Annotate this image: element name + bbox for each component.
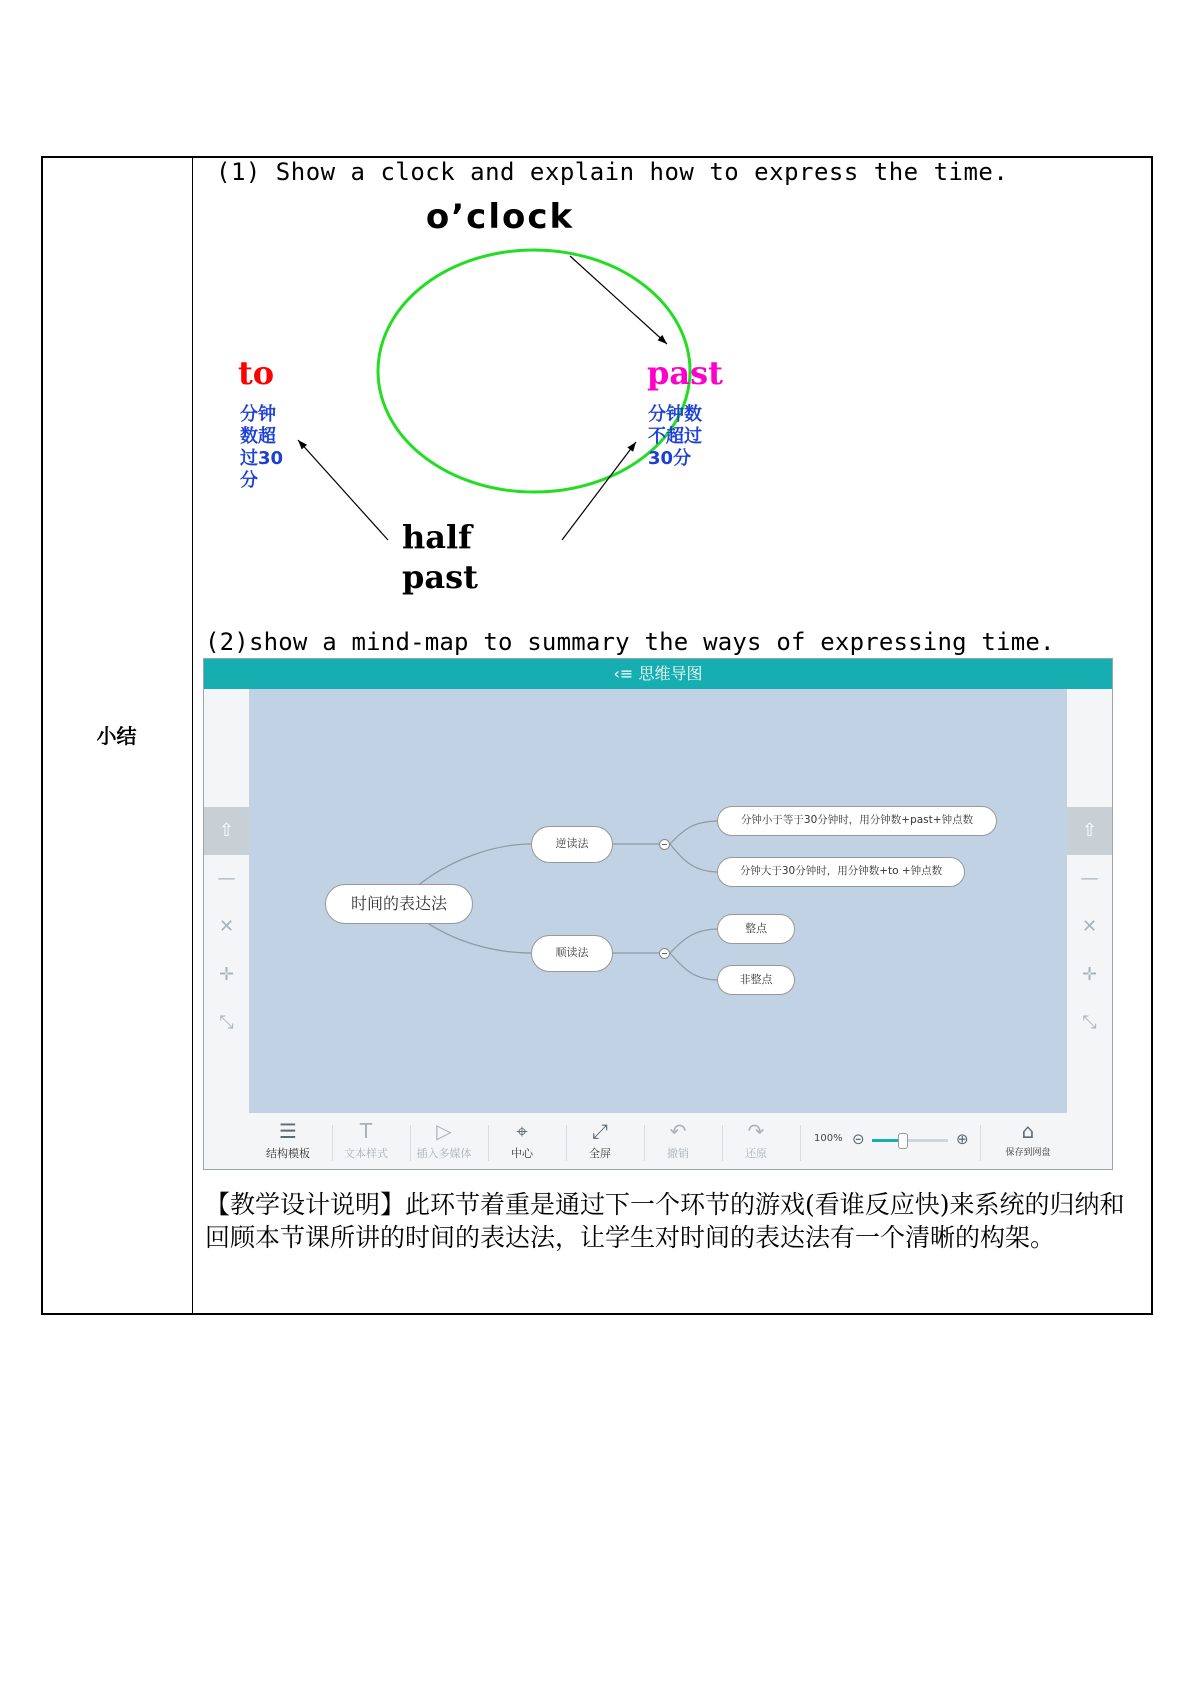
minus-icon[interactable]: — <box>1080 868 1099 889</box>
to-note-3: 过30 <box>240 448 284 469</box>
text-icon: T <box>359 1119 373 1143</box>
leaf-node[interactable]: 非整点 <box>717 965 795 995</box>
text-style-button[interactable]: T 文本样式 <box>327 1119 405 1161</box>
insert-media-button[interactable]: ▷ 插入多媒体 <box>405 1119 483 1161</box>
to-label: to <box>238 354 275 392</box>
past-note-3: 30分 <box>648 448 692 469</box>
row-label: 小结 <box>96 724 137 748</box>
to-note-2: 数超 <box>240 426 276 447</box>
move-icon[interactable]: ✛ <box>1081 964 1098 985</box>
share-icon[interactable]: ⇧ <box>1067 807 1112 855</box>
crosshair-icon: ⌖ <box>516 1119 528 1143</box>
clock-face <box>378 250 690 492</box>
fit-icon[interactable]: ⤡ <box>1082 1012 1097 1033</box>
to-note-4: 分 <box>240 470 258 491</box>
close-icon[interactable]: ✕ <box>1081 916 1098 937</box>
design-note: 【教学设计说明】此环节着重是通过下一个环节的游戏(看谁反应快)来系统的归纳和回顾本节课所讲的时间的表达法，让学生对时间的表达法有一个清晰的构架。 <box>205 1190 1125 1252</box>
to-note-1: 分钟 <box>240 404 276 425</box>
leaf-node[interactable]: 整点 <box>717 914 795 944</box>
structure-template-button[interactable]: ☰ 结构模板 <box>249 1119 327 1161</box>
redo-button[interactable]: ↷ 还原 <box>717 1119 795 1161</box>
half-past-label: past <box>402 558 478 596</box>
past-label: past <box>647 354 723 392</box>
mindmap-toolbar <box>249 1113 1067 1170</box>
leaf-node[interactable]: 分钟小于等于30分钟时，用分钟数+past+钟点数 <box>717 806 997 836</box>
clock-diagram <box>220 194 760 612</box>
mindmap-header <box>204 659 1112 689</box>
column-divider <box>192 156 193 1315</box>
oclock-label: o’clock <box>425 197 575 237</box>
fit-icon[interactable]: ⤡ <box>219 1012 234 1033</box>
mindmap-canvas[interactable] <box>249 689 1067 1113</box>
fullscreen-button[interactable]: ⤢ 全屏 <box>561 1119 639 1161</box>
right-sidebar <box>1067 689 1112 1113</box>
move-icon[interactable]: ✛ <box>218 964 235 985</box>
leaf-node[interactable]: 分钟大于30分钟时，用分钟数+to +钟点数 <box>717 857 965 887</box>
mindmap-screenshot <box>203 658 1113 1170</box>
redo-icon: ↷ <box>747 1119 765 1143</box>
branch-node-reverse[interactable]: 逆读法 <box>531 826 613 863</box>
share-icon[interactable]: ⇧ <box>204 807 249 855</box>
media-icon: ▷ <box>436 1119 452 1143</box>
undo-button[interactable]: ↶ 撤销 <box>639 1119 717 1161</box>
minus-icon[interactable]: — <box>217 868 236 889</box>
fullscreen-icon: ⤢ <box>592 1119 608 1143</box>
arrow-half-to-past <box>562 442 636 540</box>
branch-node-forward[interactable]: 顺读法 <box>531 935 613 972</box>
left-sidebar <box>204 689 249 1113</box>
zoom-level: 100% <box>814 1133 843 1144</box>
collapse-toggle[interactable] <box>659 839 670 850</box>
save-drive-icon: ⌂ <box>1021 1119 1035 1143</box>
close-icon[interactable]: ✕ <box>218 916 235 937</box>
past-note-2: 不超过 <box>648 426 702 447</box>
zoom-out-icon[interactable]: ⊝ <box>852 1130 865 1148</box>
mindmap-icon: ‹≡ <box>613 664 634 683</box>
center-button[interactable]: ⌖ 中心 <box>483 1119 561 1161</box>
root-node[interactable]: 时间的表达法 <box>325 884 473 924</box>
step1-text: (1) Show a clock and explain how to express the time. <box>216 158 1009 186</box>
structure-icon: ☰ <box>279 1119 297 1143</box>
mindmap-title: 思维导图 <box>638 664 703 683</box>
zoom-in-icon[interactable]: ⊕ <box>956 1130 969 1148</box>
undo-icon: ↶ <box>669 1119 687 1143</box>
save-to-cloud-button[interactable]: ⌂ 保存到网盘 <box>989 1119 1067 1158</box>
collapse-toggle[interactable] <box>659 948 670 959</box>
zoom-slider[interactable] <box>872 1139 948 1142</box>
arrow-half-to-to <box>298 440 388 540</box>
half-label: half <box>402 518 472 556</box>
past-note-1: 分钟数 <box>648 404 702 425</box>
step2-text: (2)show a mind-map to summary the ways of expressing time. <box>205 628 1055 656</box>
